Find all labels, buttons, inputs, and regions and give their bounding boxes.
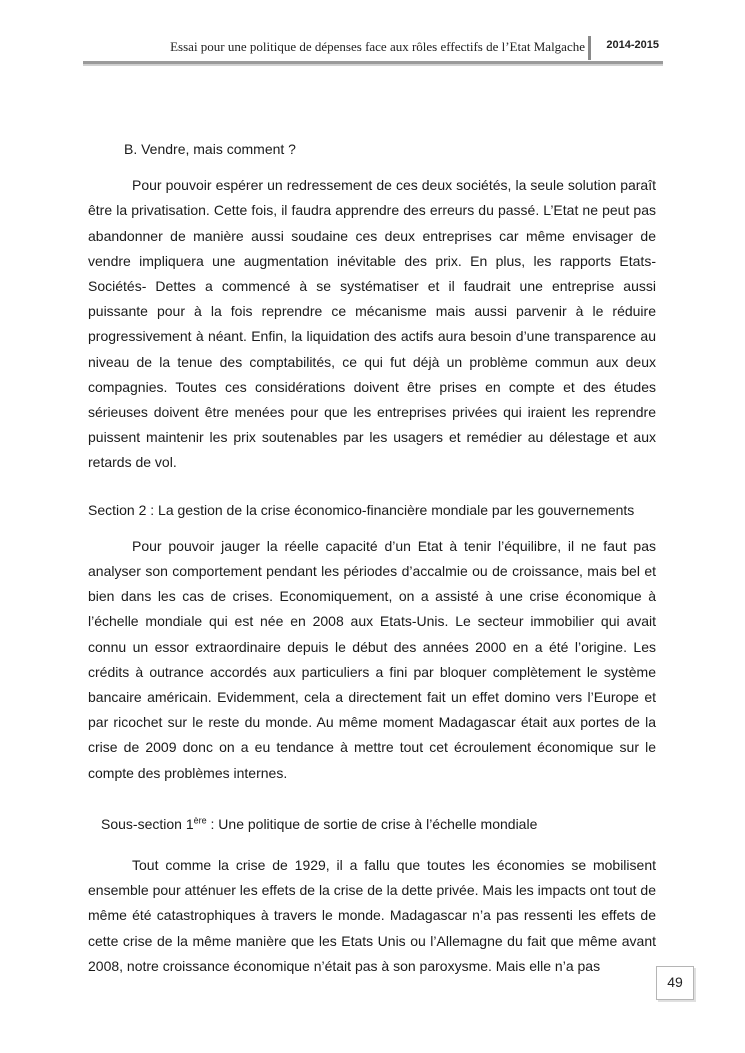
header-year: 2014-2015: [606, 39, 659, 51]
subsection-1-heading-suffix: : Une politique de sortie de crise à l’échelle mondiale: [206, 815, 538, 832]
page-number: 49: [656, 966, 694, 1000]
page-body: [88, 137, 656, 979]
subsection-1-paragraph: Tout comme la crise de 1929, il a fallu que toutes les économies se mobilisent ensemble pour atténuer les effets de la crise de la dette privée. Mais les impacts ont tout de même été catastrophiques à travers le monde. Madagascar n’a pas ressenti les effets de cette crise de la même manière que les Etats Unis ou l’Allemagne du fait que même avant 2008, notre croissance économique n’était pas à son paroxysme. Mais elle n’a pas: [88, 857, 656, 974]
header-title: Essai pour une politique de dépenses face aux rôles effectifs de l’Etat Malgache: [170, 39, 585, 54]
section-2-paragraph: Pour pouvoir jauger la réelle capacité d’un Etat à tenir l’équilibre, il ne faut pas analyser son comportement pendant les périodes d’accalmie ou de croissance, mais bel et bien dans les cas de crises. Economiquement, on a assisté à une crise économique à l’échelle mondiale qui est née en 2008 aux Etats-Unis. Le secteur immobilier qui avait connu un essor extraordinaire depuis le début des années 2000 en a été l’origine. Les crédits à outrance accordés aux particuliers a fini par bloquer complètement le système bancaire américain. Evidemment, cela a directement fait un effet domino vers l’Europe et par ricochet sur le reste du monde. Au même moment Madagascar était aux portes de la crise de 2009 donc on a eu tendance à mettre tout cet écroulement économique sur le compte des problèmes internes.: [88, 537, 656, 781]
subsection-1-heading-sup: ère: [193, 815, 207, 826]
subsection-1-heading: [101, 812, 656, 837]
section-b-paragraph: Pour pouvoir espérer un redressement de ces deux sociétés, la seule solution paraît être la privatisation. Cette fois, il faudra apprendre des erreurs du passé. L’Etat ne peut pas abandonner de manière aussi soudaine ces deux entreprises car même envisager de vendre impliquera une augmentation inévitable des prix. En plus, les rapports Etats- Sociétés- Dettes a commencé à se systématiser et il faudrait une entreprise aussi puissante pour à la fois reprendre ce mécanisme mais aussi parvenir à le réduire progressivement à néant. Enfin, la liquidation des actifs aura besoin d’une transparence au niveau de la tenue des comptabilités, ce qui fut déjà un problème commun aux deux compagnies. Toutes ces considérations doivent être prises en compte et des études sérieuses doivent être menées pour que les entreprises privées qui iraient les reprendre puissent maintenir les prix soutenables par les usagers et remédier au délestage et aux retards de vol.: [88, 177, 656, 471]
page-header: [83, 33, 663, 64]
section-b-heading: B. Vendre, mais comment ?: [124, 141, 296, 157]
header-separator: [588, 36, 591, 60]
subsection-1-heading-prefix: Sous-section 1: [101, 815, 194, 832]
section-2-heading: Section 2 : La gestion de la crise économico-financière mondiale par les gouvernements: [88, 501, 635, 518]
